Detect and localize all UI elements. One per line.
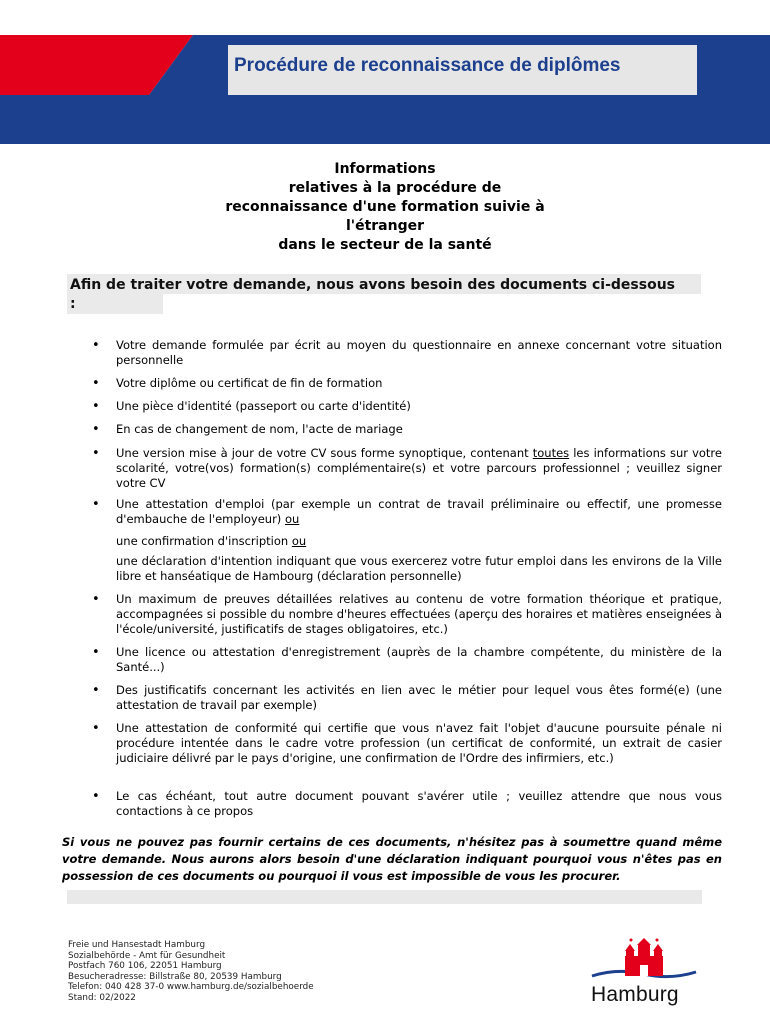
list-item: Votre demande formulée par écrit au moyen du questionnaire en annexe concernant votre situation personnelle (116, 338, 722, 367)
note-text: Si vous ne pouvez pas fournir certains de ces documents, n'hésitez pas à soumettre quand même votre demande. Nous aurons alors besoin d'une déclaration indiquant pourquoi vous n'êtes pas en possession de ces documents ou pourquoi il vous est impossible de vous les procurer. (62, 835, 722, 883)
intro-text: Afin de traiter votre demande, nous avons besoin des documents ci-dessous : (70, 277, 676, 312)
document-heading (190, 160, 580, 255)
footer-address (68, 940, 314, 1004)
heading-line: Informations (334, 161, 436, 177)
list-item-continuation: une déclaration d'intention indiquant que vous exercerez votre futur emploi dans les environs de la Ville libre et hanséatique de Hambourg (déclaration personnelle) (116, 554, 722, 583)
list-item: Une version mise à jour de votre CV sous forme synoptique, contenant toutes les informations sur votre scolarité, votre(vos) formation(s) complémentaire(s) et votre parcours professionnel ; veuillez signer votre CV (116, 446, 722, 490)
footer-line: Freie und Hansestadt Hamburg (68, 940, 206, 950)
bullet: • (92, 683, 100, 698)
bullet: • (92, 721, 100, 736)
bullet: • (92, 789, 100, 804)
heading-line: reconnaissance d'une formation suivie à (225, 199, 545, 215)
hamburg-logo-text: Hamburg (591, 983, 679, 1006)
heading-line: relatives à la procédure de (288, 180, 502, 196)
list-item: Une licence ou attestation d'enregistrement (auprès de la chambre compétente, du ministère de la Santé...) (116, 645, 722, 674)
list-item: Une attestation d'emploi (par exemple un contrat de travail préliminaire ou effectif, une promesse d'embauche de l'employeur) ou (116, 497, 722, 526)
list-item: En cas de changement de nom, l'acte de mariage (116, 422, 403, 436)
list-item: Le cas échéant, tout autre document pouvant s'avérer utile ; veuillez attendre que nous vous contactions à ce propos (116, 789, 722, 818)
footer-line: Stand: 02/2022 (68, 992, 136, 1003)
bullet: • (92, 399, 100, 414)
bullet: • (92, 645, 100, 660)
bullet: • (92, 592, 100, 607)
bullet: • (92, 497, 100, 512)
list-item: Une pièce d'identité (passeport ou carte d'identité) (116, 399, 411, 413)
list-item: Une attestation de conformité qui certifie que vous n'avez fait l'objet d'aucune poursuite pénale ni procédure intentée dans le cadre votre profession (un certificat de conformité, un extrait de casier judiciaire délivré par le pays d'origine, une confirmation de l'Ordre des infirmiers, etc.) (116, 721, 722, 765)
bullet: • (92, 422, 100, 437)
bullet: • (92, 376, 100, 391)
footer-line: Sozialbehörde - Amt für Gesundheit (68, 950, 226, 961)
heading-line: dans le secteur de la santé (278, 237, 492, 253)
footer-line: Postfach 760 106, 22051 Hamburg (68, 961, 222, 972)
footer-line: Besucheradresse: Billstraße 80, 20539 Hamburg (68, 971, 282, 982)
page-title: Procédure de reconnaissance de diplômes (234, 55, 621, 76)
list-item: Des justificatifs concernant les activités en lien avec le métier pour lequel vous êtes formé(e) (une attestation de travail par exemple) (116, 683, 722, 712)
bullet: • (92, 446, 100, 461)
list-item-continuation: une confirmation d'inscription ou (116, 534, 307, 548)
list-item: Votre diplôme ou certificat de fin de formation (116, 376, 383, 390)
bullet: • (92, 338, 100, 353)
heading-line: l'étranger (345, 218, 424, 234)
footer-divider (67, 890, 702, 904)
list-item: Un maximum de preuves détaillées relatives au contenu de votre formation théorique et pratique, accompagnées si possible du nombre d'heures effectuées (aperçu des horaires et matières enseignées à l'école/université, justificatifs de stages obligatoires, etc.) (116, 592, 722, 636)
footer-line: Telefon: 040 428 37-0 www.hamburg.de/sozialbehoerde (68, 982, 314, 993)
